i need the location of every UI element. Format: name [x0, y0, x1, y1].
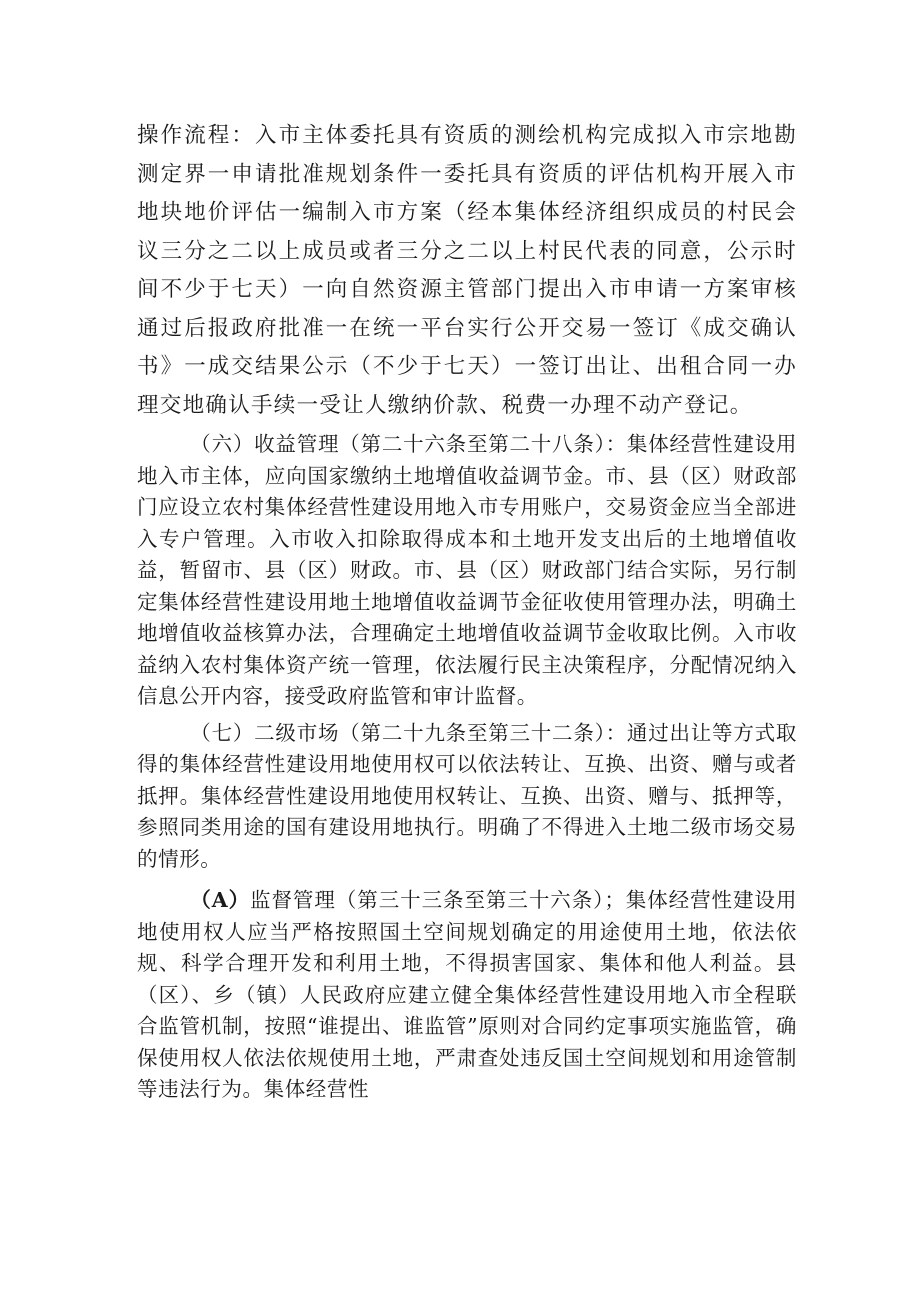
- paragraph-secondary-market: （七）二级市场（第二十九条至第三十二条）：通过出让等方式取得的集体经营性建设用地使用权可以依法转让、互换、出资、赠与或者抵押。集体经营性建设用地使用权转让、互换、出资、赠与、抵押等，参照同类用途的国有建设用地执行。明确了不得进入土地二级市场交易的情形。: [137, 720, 797, 871]
- paragraph-body: 监督管理（第三十三条至第三十六条）；集体经营性建设用地使用权人应当严格按照国土空间规划确定的用途使用土地，依法依规、科学合理开发和利用土地，不得损害国家、集体和他人利益。县（区）、乡（镇）人民政府应建立健全集体经营性建设用地入市全程联合监管机制，按照“谁提出、谁监管”原则对合同约定事项实施监管，确保使用权人依法依规使用土地，严肃查处违反国土空间规划和用途管制等违法行为。集体经营性: [137, 888, 797, 1101]
- paragraph-revenue-management: （六）收益管理（第二十六条至第二十八条）：集体经营性建设用地入市主体，应向国家缴纳土地增值收益调节金。市、县（区）财政部门应设立农村集体经营性建设用地入市专用账户，交易资金应当全部进入专户管理。入市收入扣除取得成本和土地开发支出后的土地增值收益，暂留市、县（区）财政。市、县（区）财政部门结合实际，另行制定集体经营性建设用地土地增值收益调节金征收使用管理办法，明确土地增值收益核算办法，合理确定土地增值收益调节金收取比例。入市收益纳入农村集体资产统一管理，依法履行民主决策程序，分配情况纳入信息公开内容，接受政府监管和审计监督。: [137, 432, 797, 708]
- document-page: [137, 117, 797, 1106]
- paragraph-operation-flow: 操作流程：入市主体委托具有资质的测绘机构完成拟入市宗地勘测定界一申请批准规划条件一委托具有资质的评估机构开展入市地块地价评估一编制入市方案（经本集体经济组织成员的村民会议三分之二以上成员或者三分之二以上村民代表的同意，公示时间不少于七天）一向自然资源主管部门提出入市申请一方案审核通过后报政府批准一在统一平台实行公开交易一签订《成交确认书》一成交结果公示（不少于七天）一签订出让、出租合同一办理交地确认手续一受让人缴纳价款、税费一办理不动产登记。: [137, 123, 797, 418]
- paragraph-supervision-management: [137, 885, 797, 1106]
- section-marker: （A）: [190, 888, 251, 912]
